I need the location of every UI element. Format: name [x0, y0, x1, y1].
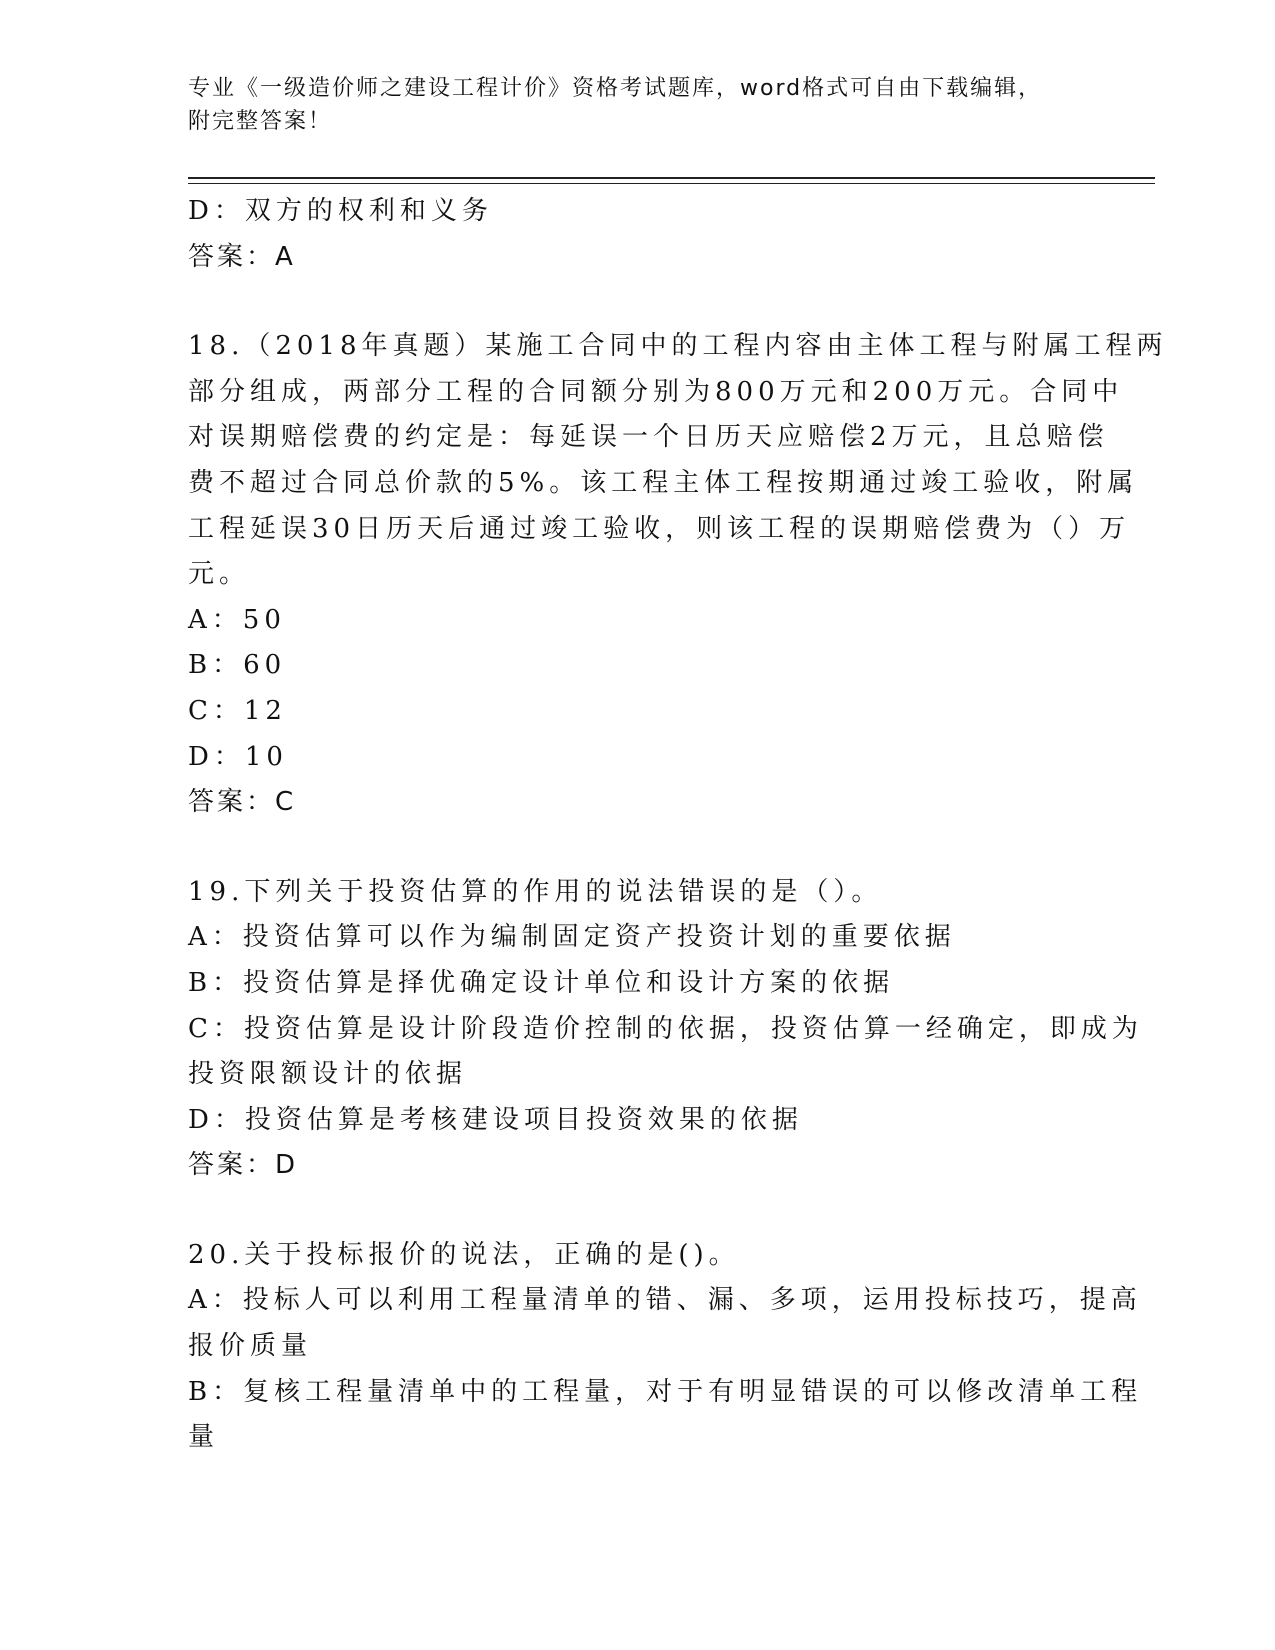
header-divider — [188, 177, 1155, 184]
option-b: B：投资估算是择优确定设计单位和设计方案的依据 — [188, 967, 895, 998]
option-b-continued: 量 — [188, 1422, 220, 1453]
page-header — [188, 72, 1088, 138]
question-18 — [188, 324, 1168, 826]
spacer — [188, 280, 1088, 324]
option-a: A：投标人可以利用工程量清单的错、漏、多项，运用投标技巧，提高 — [188, 1285, 1142, 1316]
header-line-2: 附完整答案！ — [188, 109, 333, 134]
question-content — [188, 189, 1168, 1461]
option-c-continued: 投资限额设计的依据 — [188, 1059, 468, 1090]
option-a: A：50 — [188, 604, 286, 635]
option-a-continued: 报价质量 — [188, 1331, 313, 1362]
answer: 答案：D — [188, 1150, 299, 1181]
question-text-line: 对误期赔偿费的约定是：每延误一个日历天应赔偿2万元，且总赔偿 — [188, 422, 1109, 453]
question-text-line: 20.关于投标报价的说法，正确的是()。 — [188, 1239, 740, 1270]
option-d: D：投资估算是考核建设项目投资效果的依据 — [188, 1104, 803, 1135]
question-text-line: 18.（2018年真题）某施工合同中的工程内容由主体工程与附属工程两 — [188, 331, 1168, 362]
header-line-1: 专业《一级造价师之建设工程计价》资格考试题库，word格式可自由下载编辑， — [188, 76, 1043, 101]
question-19 — [188, 870, 1143, 1189]
option-b: B：复核工程量清单中的工程量，对于有明显错误的可以修改清单工程 — [188, 1376, 1143, 1407]
prev-option-d: D：双方的权利和义务 — [188, 196, 493, 226]
option-a: A：投资估算可以作为编制固定资产投资计划的重要依据 — [188, 922, 956, 953]
option-b: B：60 — [188, 650, 287, 681]
question-text-line: 19.下列关于投资估算的作用的说法错误的是（）。 — [188, 876, 883, 907]
question-text-line: 费不超过合同总价款的5%。该工程主体工程按期通过竣工验收，附属 — [188, 467, 1139, 498]
spacer — [188, 1189, 1088, 1233]
answer: 答案：C — [188, 787, 297, 818]
question-text-line: 工程延误30日历天后通过竣工验收，则该工程的误期赔偿费为（）万 — [188, 513, 1131, 544]
question-text-line: 元。 — [188, 559, 251, 590]
option-c: C：12 — [188, 695, 287, 726]
prev-answer: 答案：A — [188, 241, 296, 272]
question-20 — [188, 1233, 1143, 1461]
option-d: D：10 — [188, 741, 288, 772]
question-text-line: 部分组成，两部分工程的合同额分别为800万元和200万元。合同中 — [188, 376, 1124, 407]
spacer — [188, 826, 1088, 870]
option-c: C：投资估算是设计阶段造价控制的依据，投资估算一经确定，即成为 — [188, 1013, 1143, 1044]
